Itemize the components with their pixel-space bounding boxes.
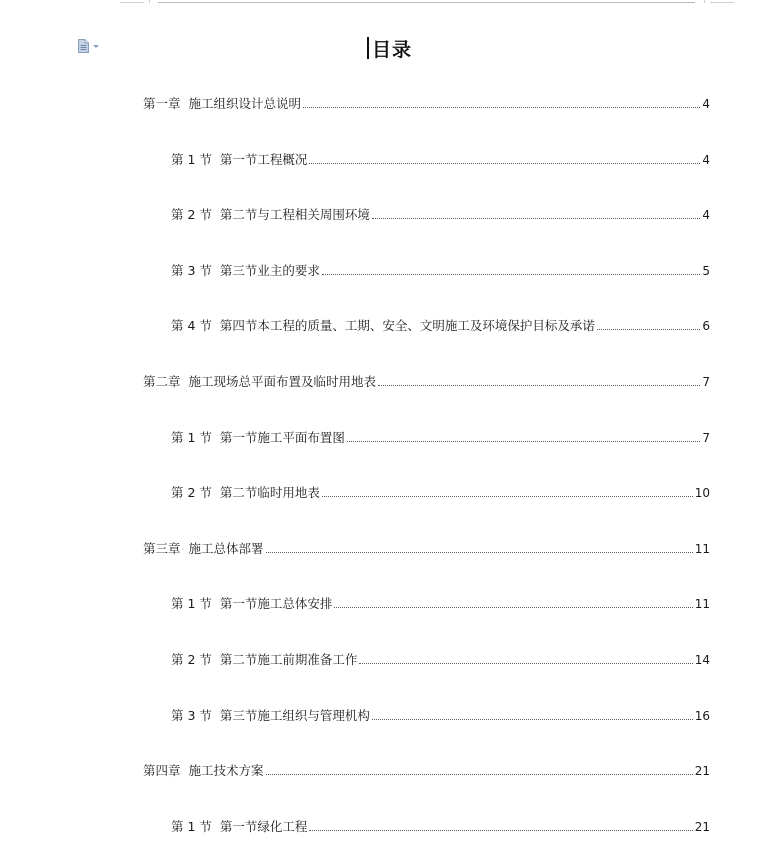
toc-dot-leader (322, 274, 700, 275)
toc-entry-label (171, 207, 370, 223)
toc-page-number: 4 (702, 208, 710, 222)
toc-entry-label (171, 652, 357, 668)
toc-entry-label (143, 374, 376, 390)
toc-entry-number: 第 1 节 (171, 430, 212, 445)
toc-entry-label (171, 318, 595, 334)
toc-entry-number: 第 2 节 (171, 485, 212, 500)
toc-entry-text: 施工技术方案 (188, 763, 264, 778)
toc-dot-leader (378, 385, 700, 386)
toc-entry-label (171, 708, 370, 724)
toc-dot-leader (309, 163, 700, 164)
toc-entry[interactable] (171, 485, 710, 501)
toc-entry-number: 第 1 节 (171, 152, 212, 167)
toc-entry-text: 第一节绿化工程 (219, 819, 308, 834)
toc-entry-text: 第一节施工平面布置图 (219, 430, 345, 445)
toc-entry[interactable] (171, 152, 710, 168)
toc-dot-leader (309, 830, 692, 831)
toc-page-number: 10 (694, 486, 710, 500)
toc-page-number: 11 (694, 542, 710, 556)
toc-entry[interactable] (171, 430, 710, 446)
toc-entry-number: 第 2 节 (171, 207, 212, 222)
toc-dot-leader (266, 774, 693, 775)
toc-entry-number: 第三章 (143, 541, 181, 556)
toc-entry[interactable] (171, 596, 710, 612)
toc-entry[interactable] (143, 763, 710, 779)
toc-entry-label (171, 263, 320, 279)
toc-entry-text: 第一节施工总体安排 (219, 596, 333, 611)
toc-entry-label (171, 152, 307, 168)
toc-entry-text: 第三节业主的要求 (219, 263, 320, 278)
toc-entry-label (171, 819, 307, 835)
toc-entry-text: 第二节施工前期准备工作 (219, 652, 358, 667)
toc-entry-text: 第三节施工组织与管理机构 (219, 708, 370, 723)
toc-entry-label (143, 541, 264, 557)
toc-entry-label (171, 596, 332, 612)
toc-entry[interactable] (171, 819, 710, 835)
toc-page-number: 16 (694, 709, 710, 723)
toc-dot-leader (334, 607, 692, 608)
toc-entry[interactable] (171, 652, 710, 668)
toc-entry-label (143, 96, 301, 112)
toc-entry-number: 第 1 节 (171, 596, 212, 611)
toc-dot-leader (597, 329, 700, 330)
toc-dot-leader (372, 719, 693, 720)
toc-page-number: 14 (694, 653, 710, 667)
toc-dot-leader (266, 552, 693, 553)
toc-dot-leader (359, 663, 692, 664)
toc-page-number: 7 (702, 375, 710, 389)
toc-page-number: 21 (694, 764, 710, 778)
toc-page-number: 7 (702, 431, 710, 445)
toc-entry-number: 第四章 (143, 763, 181, 778)
toc-entry-number: 第一章 (143, 96, 181, 111)
toc-dot-leader (303, 107, 700, 108)
toc-entry[interactable] (143, 541, 710, 557)
toc-dot-leader (322, 496, 693, 497)
toc-entry-number: 第 1 节 (171, 819, 212, 834)
toc-entry[interactable] (171, 318, 710, 334)
toc-entry[interactable] (171, 207, 710, 223)
toc-entry-label (143, 763, 264, 779)
toc-entry-text: 施工总体部署 (188, 541, 264, 556)
toc-entry[interactable] (171, 708, 710, 724)
toc-page-number: 11 (694, 597, 710, 611)
toc-entry[interactable] (171, 263, 710, 279)
toc-dot-leader (347, 441, 700, 442)
toc-page-number: 6 (702, 319, 710, 333)
toc-entry[interactable] (143, 374, 710, 390)
toc-entry-number: 第 2 节 (171, 652, 212, 667)
toc-entry-label (171, 430, 345, 446)
toc-page-number: 4 (702, 97, 710, 111)
toc-entry-label (171, 485, 320, 501)
toc-entry-text: 第一节工程概况 (219, 152, 308, 167)
toc-entry-text: 施工组织设计总说明 (188, 96, 302, 111)
toc-entry-number: 第 3 节 (171, 708, 212, 723)
toc-entry-number: 第二章 (143, 374, 181, 389)
toc-entry-text: 施工现场总平面布置及临时用地表 (188, 374, 377, 389)
toc-entry-number: 第 3 节 (171, 263, 212, 278)
toc-entry-text: 第二节临时用地表 (219, 485, 320, 500)
toc-page-number: 21 (694, 820, 710, 834)
toc-entry-number: 第 4 节 (171, 318, 212, 333)
toc-page-number: 5 (702, 264, 710, 278)
toc-entry[interactable] (143, 96, 710, 112)
toc-entry-text: 第四节本工程的质量、工期、安全、文明施工及环境保护目标及承诺 (219, 318, 595, 333)
toc-page-number: 4 (702, 153, 710, 167)
toc-dot-leader (372, 218, 700, 219)
toc-entry-text: 第二节与工程相关周围环境 (219, 207, 370, 222)
page-title: 目录 (371, 39, 412, 61)
